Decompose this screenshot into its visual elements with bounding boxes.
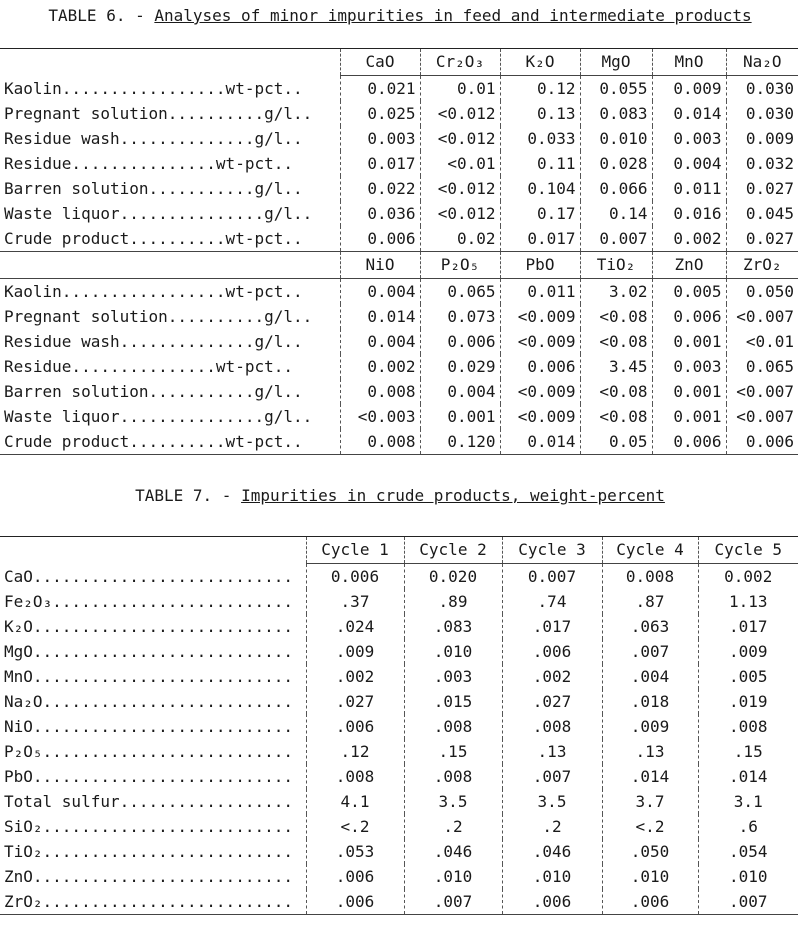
table6-cell: <0.012 <box>420 201 500 226</box>
table6-header-blank <box>0 252 340 279</box>
table7-cell: .008 <box>698 714 798 739</box>
table7-caption-title: Impurities in crude products, weight-percent <box>241 486 665 505</box>
table6-cell: 0.02 <box>420 226 500 252</box>
table6-row <box>0 279 798 305</box>
table7-cell: .046 <box>502 839 602 864</box>
table6-row <box>0 176 798 201</box>
table7-cell: <.2 <box>306 814 404 839</box>
table7-cell: .15 <box>698 739 798 764</box>
table6-row <box>0 404 798 429</box>
table6-cell: 0.021 <box>340 76 420 102</box>
table6-cell: 0.12 <box>500 76 580 102</box>
table7-cell: .2 <box>502 814 602 839</box>
table7-row <box>0 889 798 915</box>
table7-cell: .006 <box>502 889 602 915</box>
table6-row-label: Crude product..........wt-pct.. <box>4 229 303 248</box>
table7-cell: .009 <box>602 714 698 739</box>
table7-cell: .003 <box>404 664 502 689</box>
table6-row <box>0 151 798 176</box>
table7-cell: .2 <box>404 814 502 839</box>
table6-cell: 0.13 <box>500 101 580 126</box>
table6-cell: 0.065 <box>420 279 500 305</box>
table6-cell: 0.05 <box>580 429 652 455</box>
table6-row <box>0 226 798 252</box>
table6-cell: 0.005 <box>652 279 726 305</box>
table6-row-label: Waste liquor...............g/l.. <box>4 204 313 223</box>
table6-header-blank <box>0 49 340 76</box>
table6-row-label: Pregnant solution..........g/l.. <box>4 307 313 326</box>
table6-cell: 0.066 <box>580 176 652 201</box>
table7-cell: 4.1 <box>306 789 404 814</box>
table6-column-header: MgO <box>580 49 652 76</box>
table7-cell: .006 <box>502 639 602 664</box>
table6-column-header: K₂O <box>500 49 580 76</box>
table6-cell: 0.008 <box>340 429 420 455</box>
table6-cell: 0.004 <box>340 279 420 305</box>
table6-cell: 0.002 <box>652 226 726 252</box>
table7-cell: .083 <box>404 614 502 639</box>
table6-cell: 0.014 <box>652 101 726 126</box>
table6-row <box>0 354 798 379</box>
table6-cell: 0.004 <box>652 151 726 176</box>
table7-cell: .024 <box>306 614 404 639</box>
table6-cell: 0.009 <box>726 126 798 151</box>
table7-cell: .008 <box>306 764 404 789</box>
table6-cell: 0.083 <box>580 101 652 126</box>
table6-cell: 0.001 <box>652 329 726 354</box>
table7-row-label: TiO₂.......................... <box>4 842 293 861</box>
table7-cell: 0.002 <box>698 564 798 590</box>
table7-header-row <box>0 537 798 564</box>
table7-cell: .009 <box>306 639 404 664</box>
table7-cell: .017 <box>502 614 602 639</box>
table7-cell: .007 <box>502 764 602 789</box>
table6-cell: 0.17 <box>500 201 580 226</box>
table6-cell: 0.007 <box>580 226 652 252</box>
table6-cell: 0.032 <box>726 151 798 176</box>
table6-cell: 0.036 <box>340 201 420 226</box>
table7-cell: 0.020 <box>404 564 502 590</box>
table6-cell: 0.004 <box>420 379 500 404</box>
table7-cell: .010 <box>602 864 698 889</box>
table7-row <box>0 589 798 614</box>
table6-cell: 0.029 <box>420 354 500 379</box>
table7-column-header: Cycle 3 <box>502 537 602 564</box>
table6-column-header: CaO <box>340 49 420 76</box>
table7-cell: .6 <box>698 814 798 839</box>
table6-cell: 0.073 <box>420 304 500 329</box>
table6-row-label: Residue...............wt-pct.. <box>4 357 293 376</box>
table7-row <box>0 689 798 714</box>
table6-cell: 0.014 <box>500 429 580 455</box>
table7-row-label: ZnO........................... <box>4 867 293 886</box>
table7-column-header: Cycle 5 <box>698 537 798 564</box>
table6-cell: <0.007 <box>726 379 798 404</box>
table7-cell: .74 <box>502 589 602 614</box>
table6-cell: 0.11 <box>500 151 580 176</box>
table6-cell: <0.01 <box>726 329 798 354</box>
table7-cell: .005 <box>698 664 798 689</box>
table6-row <box>0 429 798 455</box>
table7-cell: .009 <box>698 639 798 664</box>
table6-cell: 0.009 <box>652 76 726 102</box>
table7-row-label: ZrO₂.......................... <box>0 889 306 915</box>
table7-cell: .010 <box>698 864 798 889</box>
table7-column-header: Cycle 4 <box>602 537 698 564</box>
table7-row-label: CaO........................... <box>4 566 293 586</box>
table6-cell: 0.030 <box>726 101 798 126</box>
table7-cell: .87 <box>602 589 698 614</box>
table6-cell: <0.08 <box>580 329 652 354</box>
table6-cell: 0.010 <box>580 126 652 151</box>
table7-cell: .027 <box>502 689 602 714</box>
table6-header-row <box>0 252 798 279</box>
table6-cell: <0.012 <box>420 101 500 126</box>
table7-row-label: Na₂O.......................... <box>4 692 293 711</box>
table7-header-blank <box>0 537 306 564</box>
table6-row <box>0 201 798 226</box>
table6-column-header: Cr₂O₃ <box>420 49 500 76</box>
table7-cell: .010 <box>502 864 602 889</box>
table6-cell: 0.001 <box>652 379 726 404</box>
table7 <box>0 536 798 915</box>
table7-cell: .89 <box>404 589 502 614</box>
table6-column-header: Na₂O <box>726 49 798 76</box>
table7-cell: .027 <box>306 689 404 714</box>
table6-cell: 0.022 <box>340 176 420 201</box>
table6-cell: <0.08 <box>580 304 652 329</box>
table7-row <box>0 664 798 689</box>
table7-row-label: SiO₂.......................... <box>4 817 293 836</box>
table6-cell: <0.012 <box>420 176 500 201</box>
table6-row <box>0 76 798 102</box>
table7-cell: 0.008 <box>602 564 698 590</box>
table7-cell: 3.7 <box>602 789 698 814</box>
table6-cell: 0.050 <box>726 279 798 305</box>
table7-column-header: Cycle 2 <box>404 537 502 564</box>
table7-row-label: P₂O₅.......................... <box>4 742 293 761</box>
table6-cell: 0.006 <box>420 329 500 354</box>
table6-cell: 0.011 <box>652 176 726 201</box>
table6-column-header: TiO₂ <box>580 252 652 279</box>
table6-cell: 0.011 <box>500 279 580 305</box>
table7-cell: .014 <box>698 764 798 789</box>
table6-column-header: PbO <box>500 252 580 279</box>
table7-cell: 3.5 <box>404 789 502 814</box>
table6-caption <box>0 6 800 25</box>
table6-cell: <0.08 <box>580 379 652 404</box>
table7-cell: 3.5 <box>502 789 602 814</box>
table7-cell: .13 <box>602 739 698 764</box>
table6-cell: 3.45 <box>580 354 652 379</box>
table6-cell: 0.065 <box>726 354 798 379</box>
table6-cell: 0.006 <box>726 429 798 455</box>
table6-row-label: Pregnant solution..........g/l.. <box>4 104 313 123</box>
table6-cell: 0.025 <box>340 101 420 126</box>
table6-cell: <0.009 <box>500 329 580 354</box>
table6-cell: 0.01 <box>420 76 500 102</box>
table6-row-label: Waste liquor...............g/l.. <box>4 407 313 426</box>
table6-row <box>0 379 798 404</box>
table6-cell: 0.017 <box>340 151 420 176</box>
table6-cell: 0.003 <box>652 126 726 151</box>
table6-cell: 0.104 <box>500 176 580 201</box>
table6-cell: <0.009 <box>500 304 580 329</box>
table7-cell: 1.13 <box>698 589 798 614</box>
table7-cell: .008 <box>502 714 602 739</box>
table7-row <box>0 639 798 664</box>
table6-cell: 0.006 <box>340 226 420 252</box>
table7-row <box>0 864 798 889</box>
table6-cell: 0.033 <box>500 126 580 151</box>
table6-cell: <0.007 <box>726 304 798 329</box>
table7-cell: .15 <box>404 739 502 764</box>
table7-column-header: Cycle 1 <box>306 537 404 564</box>
table7-cell: .010 <box>404 639 502 664</box>
table7-cell: <.2 <box>602 814 698 839</box>
table7-cell: .12 <box>306 739 404 764</box>
table6-header-row <box>0 49 798 76</box>
table7-cell: .37 <box>306 589 404 614</box>
table6-column-header: MnO <box>652 49 726 76</box>
table6-row-label: Barren solution...........g/l.. <box>4 179 303 198</box>
table6-cell: 0.003 <box>340 126 420 151</box>
table6-column-header: ZnO <box>652 252 726 279</box>
table7-row-label: MgO........................... <box>4 642 293 661</box>
table6-cell: <0.003 <box>340 404 420 429</box>
table7-cell: .006 <box>306 889 404 915</box>
table6-cell: 0.027 <box>726 226 798 252</box>
table6-cell: 0.004 <box>340 329 420 354</box>
table6-row-label: Residue wash..............g/l.. <box>4 332 303 351</box>
table7-row <box>0 789 798 814</box>
table6-row-label: Barren solution...........g/l.. <box>4 382 303 401</box>
table6-cell: 0.120 <box>420 429 500 455</box>
table7-cell: .017 <box>698 614 798 639</box>
table7-row <box>0 814 798 839</box>
table7-row <box>0 614 798 639</box>
table6-cell: <0.01 <box>420 151 500 176</box>
table7-cell: 3.1 <box>698 789 798 814</box>
table6-caption-prefix: TABLE 6. - <box>48 6 155 25</box>
table7-cell: .007 <box>698 889 798 915</box>
table6-cell: 0.028 <box>580 151 652 176</box>
table7-cell: .010 <box>404 864 502 889</box>
table6-row <box>0 304 798 329</box>
table7-row-label: Total sulfur.................. <box>4 792 293 811</box>
table6-cell: 0.045 <box>726 201 798 226</box>
table7-cell: .050 <box>602 839 698 864</box>
table6-cell: 0.001 <box>652 404 726 429</box>
table6-row-label: Crude product..........wt-pct.. <box>0 429 340 455</box>
table7-cell: .014 <box>602 764 698 789</box>
table6-row-label: Kaolin.................wt-pct.. <box>4 78 303 98</box>
table7-cell: .002 <box>502 664 602 689</box>
table7-cell: .018 <box>602 689 698 714</box>
table7-row-label: Fe₂O₃......................... <box>4 592 293 611</box>
table6-cell: 0.006 <box>500 354 580 379</box>
table6-cell: 0.008 <box>340 379 420 404</box>
table7-row <box>0 564 798 590</box>
table6-row-label: Residue wash..............g/l.. <box>4 129 303 148</box>
table6-cell: 0.016 <box>652 201 726 226</box>
table6-cell: 0.14 <box>580 201 652 226</box>
table6-cell: 0.006 <box>652 304 726 329</box>
table7-cell: .006 <box>602 889 698 915</box>
table6-cell: 0.002 <box>340 354 420 379</box>
table6-column-header: ZrO₂ <box>726 252 798 279</box>
table6-row <box>0 126 798 151</box>
table6-cell: 0.003 <box>652 354 726 379</box>
table6-cell: <0.009 <box>500 404 580 429</box>
table7-cell: 0.007 <box>502 564 602 590</box>
table7-caption-prefix: TABLE 7. - <box>135 486 242 505</box>
table6-cell: 0.017 <box>500 226 580 252</box>
table6-cell: 0.027 <box>726 176 798 201</box>
table6-cell: <0.08 <box>580 404 652 429</box>
table7-cell: .008 <box>404 714 502 739</box>
table6-cell: <0.007 <box>726 404 798 429</box>
table7-cell: 0.006 <box>306 564 404 590</box>
table7-cell: .015 <box>404 689 502 714</box>
table6-cell: 0.014 <box>340 304 420 329</box>
table7-row <box>0 714 798 739</box>
table7-row <box>0 739 798 764</box>
table7-row-label: K₂O........................... <box>4 617 293 636</box>
table7-cell: .002 <box>306 664 404 689</box>
table6-column-header: P₂O₅ <box>420 252 500 279</box>
table7-cell: .054 <box>698 839 798 864</box>
table6-cell: <0.012 <box>420 126 500 151</box>
table6-cell: 0.001 <box>420 404 500 429</box>
table7-cell: .046 <box>404 839 502 864</box>
table6 <box>0 48 798 455</box>
table6-row <box>0 329 798 354</box>
table6-cell: 0.030 <box>726 76 798 102</box>
table7-cell: .007 <box>602 639 698 664</box>
table6-row <box>0 101 798 126</box>
table6-cell: 0.006 <box>652 429 726 455</box>
table7-row-label: PbO........................... <box>4 767 293 786</box>
table7-cell: .13 <box>502 739 602 764</box>
table7-caption <box>0 486 800 505</box>
table6-cell: 0.055 <box>580 76 652 102</box>
table7-cell: .053 <box>306 839 404 864</box>
table7-cell: .006 <box>306 714 404 739</box>
table6-row-label: Residue...............wt-pct.. <box>4 154 293 173</box>
table6-row-label: Kaolin.................wt-pct.. <box>4 282 303 301</box>
table7-row-label: NiO........................... <box>4 717 293 736</box>
table6-caption-title: Analyses of minor impurities in feed and intermediate products <box>154 6 752 25</box>
table6-cell: <0.009 <box>500 379 580 404</box>
table7-cell: .063 <box>602 614 698 639</box>
table6-cell: 3.02 <box>580 279 652 305</box>
table7-row-label: MnO........................... <box>4 667 293 686</box>
table7-cell: .007 <box>404 889 502 915</box>
table7-cell: .008 <box>404 764 502 789</box>
table6-column-header: NiO <box>340 252 420 279</box>
table7-row <box>0 764 798 789</box>
table7-row <box>0 839 798 864</box>
table7-cell: .004 <box>602 664 698 689</box>
table7-cell: .019 <box>698 689 798 714</box>
table7-cell: .006 <box>306 864 404 889</box>
